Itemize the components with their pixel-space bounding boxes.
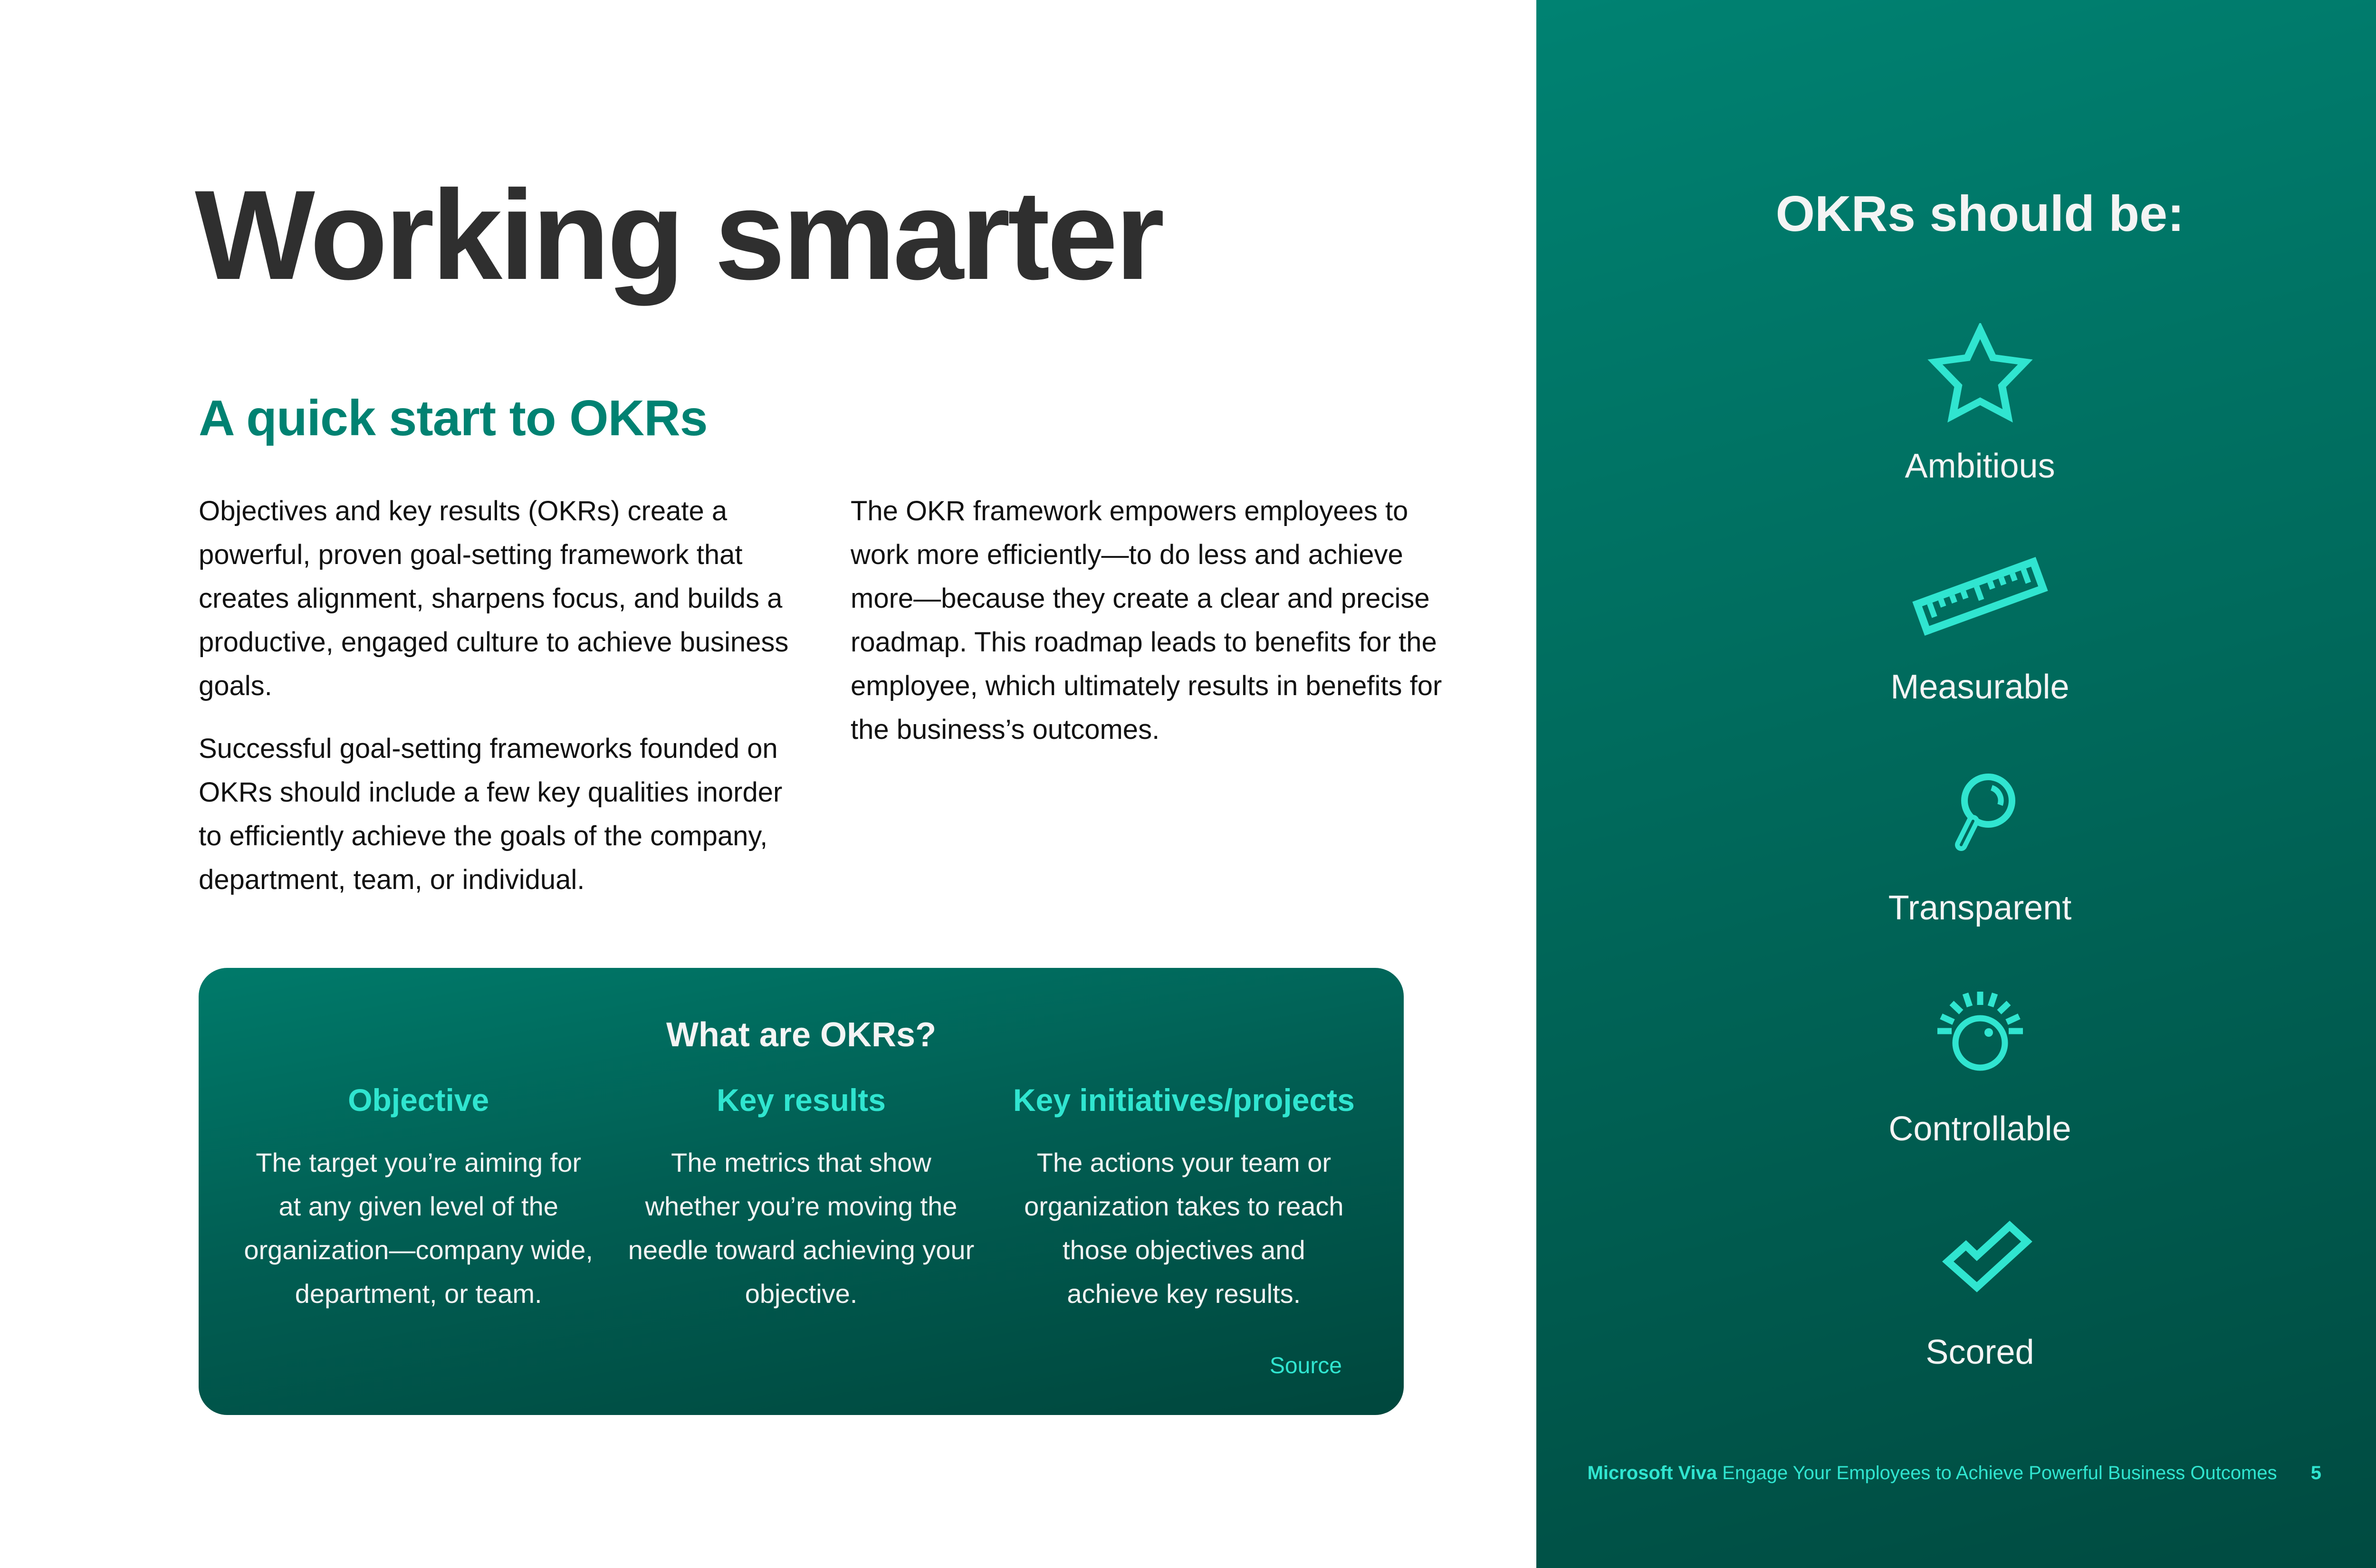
source-link[interactable]: Source	[1269, 1353, 1342, 1378]
quality-label: Ambitious	[1905, 447, 2055, 485]
okr-qualities-panel	[1536, 0, 2376, 1568]
card-column-text: The actions your team or organization takes to reach those objectives and achieve key results.	[1024, 1147, 1344, 1309]
card-column-text: The metrics that show whether you’re moving the needle toward achieving your objective.	[628, 1147, 975, 1309]
footer-doc-title: Engage Your Employees to Achieve Powerful Business Outcomes	[1722, 1463, 2277, 1483]
card-column-heading: Key initiatives/projects	[1013, 1082, 1355, 1118]
page-title: Working smarter	[195, 163, 1162, 306]
quality-label: Transparent	[1888, 889, 2072, 927]
paragraph: Objectives and key results (OKRs) create a powerful, proven goal-setting framework that creates alignment, sharpens focus, and builds a productive, engaged culture to achieve business goals.	[199, 496, 789, 701]
card-column-heading: Key results	[717, 1082, 886, 1118]
page-footer	[1587, 1463, 2321, 1484]
quality-transparent	[1536, 765, 2376, 927]
card-title: What are OKRs?	[666, 1016, 937, 1054]
quality-measurable	[1536, 544, 2376, 707]
quality-label: Scored	[1926, 1333, 2034, 1371]
quality-label: Controllable	[1888, 1110, 2071, 1148]
star-icon	[1909, 323, 2051, 428]
panel-title: OKRs should be:	[1775, 186, 2184, 242]
quality-scored	[1536, 1209, 2376, 1372]
card-column-heading: Objective	[348, 1082, 489, 1118]
quality-ambitious	[1536, 323, 2376, 486]
body-column-1	[199, 489, 793, 921]
section-subtitle: A quick start to OKRs	[199, 390, 708, 446]
what-are-okrs-card	[199, 968, 1404, 1415]
ruler-icon	[1909, 544, 2051, 649]
card-column-text: The target you’re aiming for at any given level of the organization—company wide, department, or team.	[244, 1147, 593, 1309]
card-column-key-results	[610, 1082, 992, 1316]
checkmark-icon	[1909, 1209, 2051, 1314]
body-column-2	[851, 489, 1445, 771]
page-number: 5	[2310, 1463, 2321, 1483]
card-column-objective	[227, 1082, 610, 1316]
dial-icon	[1909, 986, 2051, 1090]
quality-controllable	[1536, 986, 2376, 1148]
paragraph: The OKR framework empowers employees to work more efficiently—to do less and achieve more—because they create a clear and precise roadmap. This roadmap leads to benefits for the employee, which ultimately results in benefits for the business’s outcomes.	[851, 496, 1442, 745]
paragraph: Successful goal-setting frameworks founded on OKRs should include a few key qualities inorder to efficiently achieve the goals of the company, department, team, or individual.	[199, 733, 783, 895]
quality-label: Measurable	[1890, 668, 2069, 706]
card-column-key-initiatives	[993, 1082, 1375, 1316]
magnifier-icon	[1909, 765, 2051, 870]
footer-brand: Microsoft Viva	[1587, 1463, 1717, 1483]
